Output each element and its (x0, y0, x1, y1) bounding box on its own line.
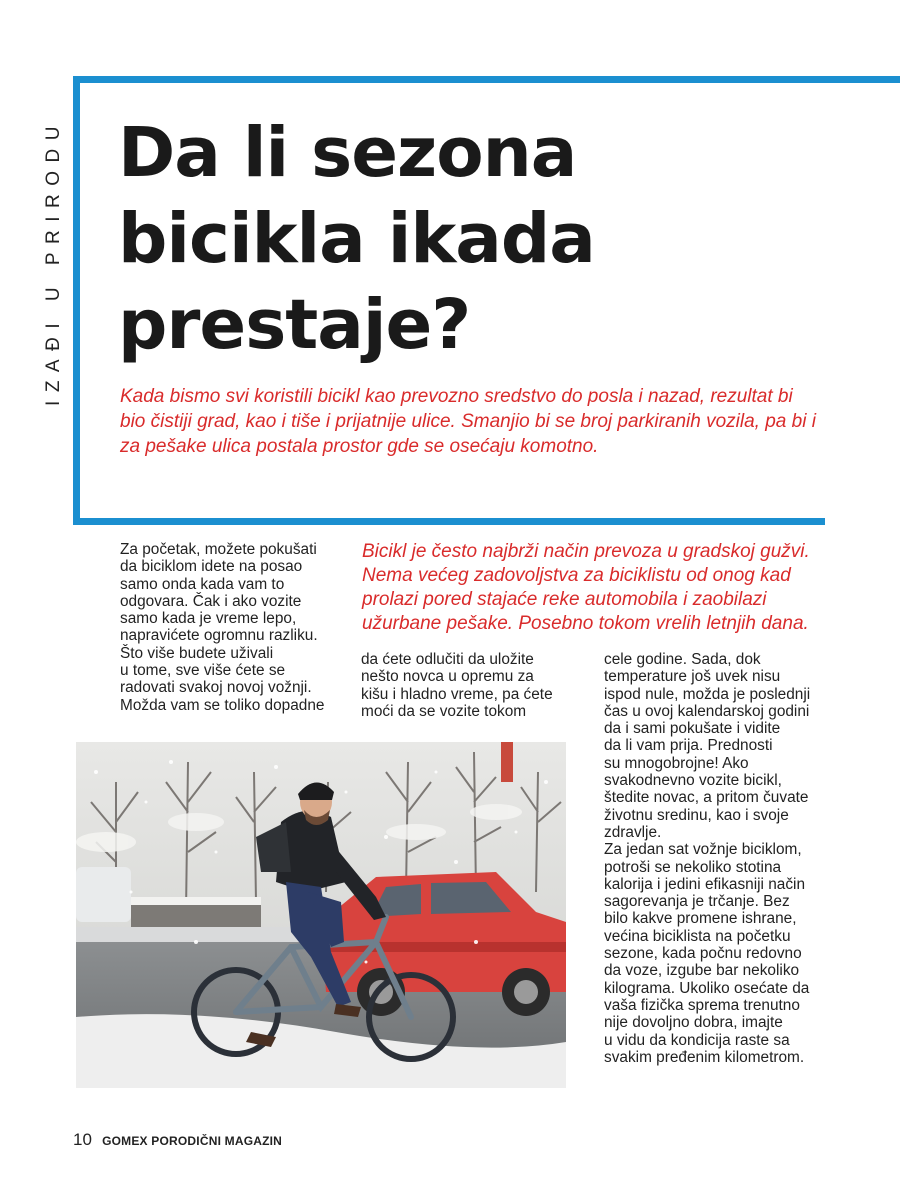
body-column-2 (361, 651, 586, 720)
frame-top-rule (73, 76, 900, 83)
text-line: zdravlje. (604, 823, 662, 841)
text-line: svakim pređenim kilometrom. (604, 1048, 805, 1066)
text-line: svakodnevno vozite bicikl, (604, 772, 782, 790)
text-line: u vidu da kondicija raste sa (604, 1031, 790, 1049)
text-line: sezone, kada počnu redovno (604, 945, 802, 963)
text-line: cele godine. Sada, dok (604, 651, 761, 668)
text-line: moći da se vozite tokom (361, 702, 527, 720)
text-line: temperature još uvek nisu (604, 668, 781, 686)
text-line: napravićete ogromnu razliku. (120, 627, 318, 645)
headline-line: prestaje? (118, 285, 471, 365)
text-line: vaša fizička sprema trenutno (604, 996, 800, 1014)
text-line: Možda vam se toliko dopadne (120, 696, 325, 714)
text-line: nije dovoljno dobra, imajte (604, 1014, 783, 1032)
text-line: Što više budete uživali (120, 644, 274, 662)
text-line: nešto novca u opremu za (361, 668, 534, 686)
text-line: u tome, sve više ćete se (120, 662, 286, 680)
section-label (34, 118, 74, 410)
text-line: čas u ovoj kalendarskoj godini (604, 702, 810, 720)
body-column-1 (120, 541, 345, 714)
text-line: ispod nule, možda je poslednji (604, 685, 811, 703)
text-line: su mnogobrojne! Ako (604, 754, 749, 772)
frame-left-rule (73, 76, 80, 525)
text-line: životnu sredinu, kao i svoje (604, 806, 789, 824)
magazine-name: GOMEX PORODIČNI MAGAZIN (102, 1134, 283, 1148)
text-line: Za početak, možete pokušati (120, 541, 317, 558)
headline-line: Da li sezona (118, 113, 577, 193)
text-line: da biciklom idete na posao (120, 558, 303, 576)
text-line: sagorevanja je trčanje. Bez (604, 893, 790, 911)
frame-bottom-rule (73, 518, 825, 525)
text-line: većina biciklista na početku (604, 927, 791, 945)
text-line: da li vam prija. Prednosti (604, 737, 773, 755)
text-line: samo kada je vreme lepo, (120, 610, 297, 628)
text-line: da ćete odlučiti da uložite (361, 651, 534, 668)
text-line: kišu i hladno vreme, pa ćete (361, 685, 553, 703)
lead-paragraph: Kada bismo svi koristili bicikl kao prevozno sredstvo do posla i nazad, rezultat bi bio čistiji grad, kao i tiše i prijatnije ulice. Smanjio bi se broj parkiranih vozila, pa bi i za pešake ulica postala prostor gde se osećaju komotno. (120, 386, 816, 457)
pull-quote: Bicikl je često najbrži način prevoza u gradskoj gužvi. Nema većeg zadovoljstva za biciklistu od onog kad prolazi pored stajaće reke automobila i zaobilazi užurbane pešake. Posebno tokom vrelih letnjih dana. (362, 541, 810, 634)
text-line: potroši se nekoliko stotina (604, 858, 782, 876)
text-line: kilograma. Ukoliko osećate da (604, 979, 810, 997)
page-footer (73, 1130, 282, 1150)
cyclist-photo (76, 742, 566, 1088)
headline-line: bicikla ikada (118, 199, 595, 279)
text-line: samo onda kada vam to (120, 575, 285, 593)
text-line: da i sami pokušate i vidite (604, 720, 781, 738)
text-line: bilo kakve promene ishrane, (604, 910, 797, 928)
text-line: kalorija i jedini efikasniji način (604, 875, 806, 893)
page-number: 10 (73, 1130, 92, 1149)
body-column-3 (604, 651, 829, 1066)
text-line: odgovara. Čak i ako vozite (120, 592, 302, 610)
text-line: radovati svakoj novoj vožnji. (120, 679, 312, 697)
text-line: da voze, izgube bar nekoliko (604, 962, 800, 980)
text-line: Za jedan sat vožnje biciklom, (604, 841, 802, 859)
text-line: štedite novac, a pritom čuvate (604, 789, 809, 807)
section-label-text: IZAĐI U PRIRODU (43, 118, 64, 406)
cyclist-photo-illustration (76, 742, 566, 1088)
headline (118, 110, 818, 368)
